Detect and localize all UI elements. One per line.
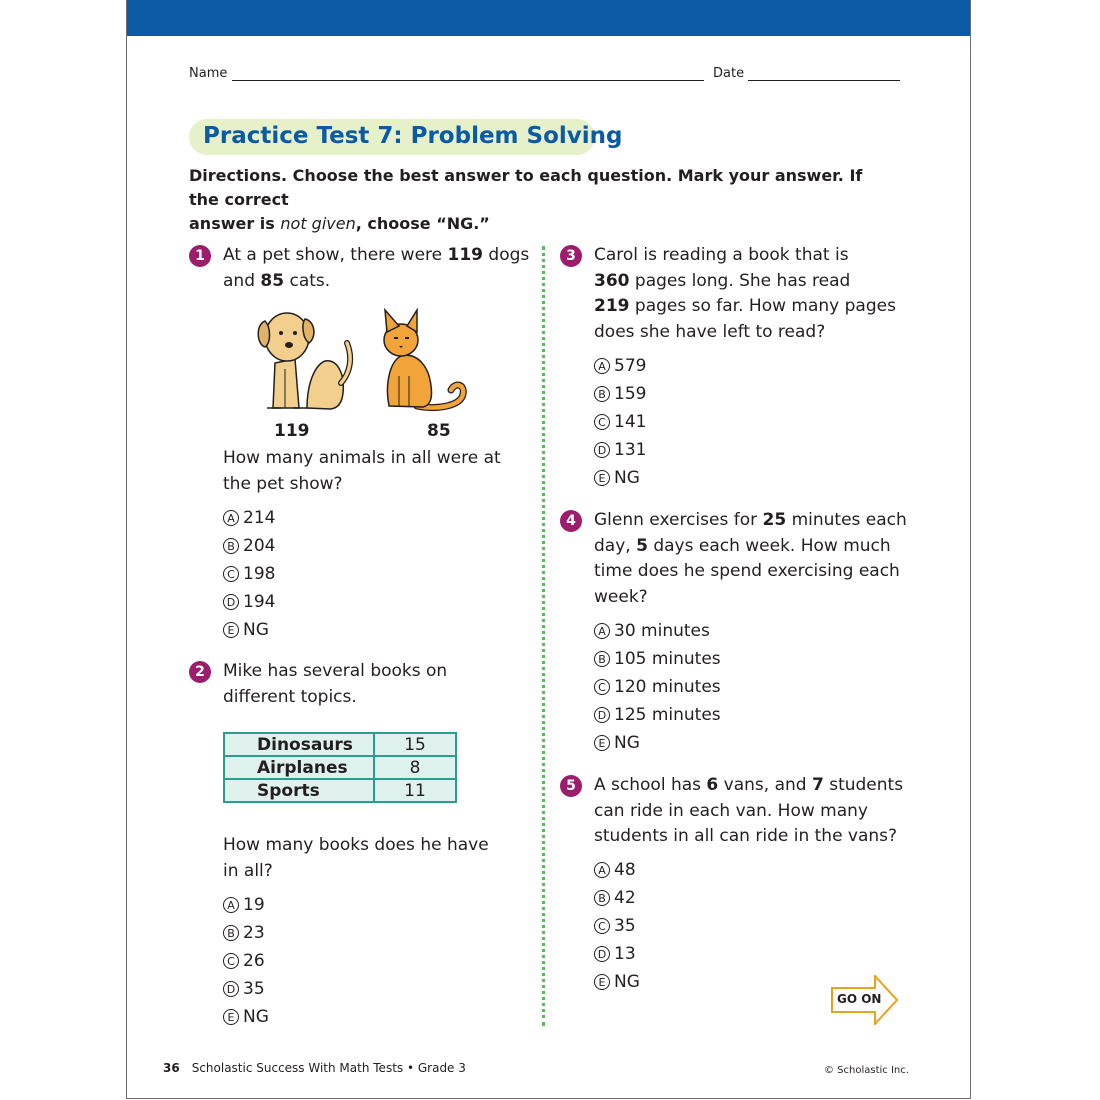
answer-bubble[interactable]: B xyxy=(223,538,239,554)
option-text: 13 xyxy=(614,944,636,964)
cat-count-label: 85 xyxy=(427,421,451,441)
q4-option-e[interactable] xyxy=(594,733,640,753)
q4-minutes: 25 xyxy=(762,510,787,530)
q5-vans: 6 xyxy=(706,775,719,795)
q3-line3: pages so far. How many pages xyxy=(629,296,896,316)
option-text: NG xyxy=(614,733,640,753)
table-cell-count: 15 xyxy=(374,733,456,756)
q5-line2: can ride in each van. How many xyxy=(594,800,868,821)
table-cell-count: 8 xyxy=(374,756,456,779)
date-field[interactable] xyxy=(713,66,900,81)
answer-bubble[interactable]: D xyxy=(223,594,239,610)
q4-line3: time does he spend exercising each xyxy=(594,561,900,581)
q2-option-b[interactable] xyxy=(223,923,265,943)
footer xyxy=(163,1061,466,1075)
q2-option-d[interactable] xyxy=(223,979,265,999)
q2-option-c[interactable] xyxy=(223,951,265,971)
q4-text-a: Glenn exercises for xyxy=(594,510,763,530)
directions-text: Directions. Choose the best answer to each question. Mark your answer. If the correct xyxy=(189,166,863,209)
answer-bubble[interactable]: C xyxy=(223,953,239,969)
question-1-ask xyxy=(223,446,501,497)
page-title: Practice Test 7: Problem Solving xyxy=(203,123,623,149)
q5-option-d[interactable] xyxy=(594,944,636,964)
option-text: 125 minutes xyxy=(614,705,721,725)
q3-line2: pages long. She has read xyxy=(629,270,851,291)
q1-option-a[interactable] xyxy=(223,508,275,528)
cat-illustration xyxy=(377,306,467,412)
option-text: NG xyxy=(614,468,640,488)
column-divider xyxy=(542,246,545,1026)
directions-text-3: , choose “NG.” xyxy=(355,214,490,233)
option-text: 30 minutes xyxy=(614,621,710,641)
q2-option-e[interactable] xyxy=(223,1007,269,1027)
answer-bubble[interactable]: D xyxy=(223,981,239,997)
q3-option-d[interactable] xyxy=(594,440,646,460)
answer-bubble[interactable]: B xyxy=(223,925,239,941)
table-cell-count: 11 xyxy=(374,779,456,802)
copyright: © Scholastic Inc. xyxy=(824,1065,909,1076)
option-text: 23 xyxy=(243,923,265,943)
q3-option-a[interactable] xyxy=(594,356,646,376)
go-on-arrow[interactable] xyxy=(831,975,899,1029)
table-cell-topic: Dinosaurs xyxy=(224,733,374,756)
table-row xyxy=(224,756,456,779)
answer-bubble[interactable]: D xyxy=(594,707,610,723)
table-cell-topic: Sports xyxy=(224,779,374,802)
question-5-number: 5 xyxy=(560,775,582,797)
option-text: 35 xyxy=(614,916,636,936)
q5-line3: students in all can ride in the vans? xyxy=(594,826,898,846)
dog-count-label: 119 xyxy=(274,421,310,441)
q5-option-b[interactable] xyxy=(594,888,636,908)
table-cell-topic: Airplanes xyxy=(224,756,374,779)
answer-bubble[interactable]: A xyxy=(223,510,239,526)
q5-option-c[interactable] xyxy=(594,916,636,936)
option-text: 42 xyxy=(614,888,636,908)
q1-option-d[interactable] xyxy=(223,592,275,612)
option-text: 120 minutes xyxy=(614,677,721,697)
answer-bubble[interactable]: A xyxy=(594,623,610,639)
q4-option-d[interactable] xyxy=(594,705,721,725)
option-text: NG xyxy=(614,972,640,992)
go-on-label: GO ON xyxy=(837,992,882,1006)
question-2-text xyxy=(223,659,447,710)
option-text: 131 xyxy=(614,440,647,460)
answer-bubble[interactable]: E xyxy=(223,1009,239,1025)
q5-text-b: vans, and xyxy=(718,775,812,795)
table-row xyxy=(224,779,456,802)
answer-bubble[interactable]: C xyxy=(594,918,610,934)
option-text: NG xyxy=(243,1007,269,1027)
q1-dogs-number: 119 xyxy=(447,245,484,265)
option-text: 214 xyxy=(243,508,276,528)
name-rule[interactable] xyxy=(232,68,704,81)
dog-illustration xyxy=(245,303,359,413)
q1-text-b: dogs xyxy=(483,245,530,265)
question-2-ask xyxy=(223,833,489,884)
q2-line2: different topics. xyxy=(223,686,357,707)
option-text: 159 xyxy=(614,384,647,404)
q2-ask-line2: in all? xyxy=(223,860,273,881)
option-text: 105 minutes xyxy=(614,649,721,669)
name-field[interactable] xyxy=(189,66,704,81)
q4-option-b[interactable] xyxy=(594,649,721,669)
option-text: 19 xyxy=(243,895,265,915)
answer-bubble[interactable]: D xyxy=(594,946,610,962)
q1-option-b[interactable] xyxy=(223,536,275,556)
question-2-number: 2 xyxy=(189,661,211,683)
question-3-text xyxy=(594,243,896,345)
page-number: 36 xyxy=(163,1061,180,1075)
directions xyxy=(189,164,889,236)
q4-text-b: minutes each xyxy=(786,510,907,530)
q4-text-c: day, xyxy=(594,535,637,556)
question-5-text xyxy=(594,773,903,850)
q2-ask-line1: How many books does he have xyxy=(223,835,489,855)
q4-option-c[interactable] xyxy=(594,677,721,697)
answer-bubble[interactable]: E xyxy=(594,470,610,486)
table-row xyxy=(224,733,456,756)
answer-bubble[interactable]: E xyxy=(594,735,610,751)
q1-option-c[interactable] xyxy=(223,564,275,584)
answer-bubble[interactable]: A xyxy=(223,897,239,913)
q5-option-e[interactable] xyxy=(594,972,640,992)
q3-option-e[interactable] xyxy=(594,468,640,488)
answer-bubble[interactable]: B xyxy=(594,386,610,402)
option-text: 35 xyxy=(243,979,265,999)
q1-ask-line1: How many animals in all were at xyxy=(223,448,501,468)
option-text: 194 xyxy=(243,592,276,612)
q1-option-e[interactable] xyxy=(223,620,269,640)
q4-days: 5 xyxy=(636,535,648,556)
q1-cats-number: 85 xyxy=(260,270,285,291)
q4-option-a[interactable] xyxy=(594,621,710,641)
question-4-number: 4 xyxy=(560,510,582,532)
option-text: NG xyxy=(243,620,269,640)
q3-option-b[interactable] xyxy=(594,384,646,404)
answer-bubble[interactable]: C xyxy=(594,679,610,695)
option-text: 141 xyxy=(614,412,647,432)
question-4-text xyxy=(594,508,907,610)
option-text: 198 xyxy=(243,564,276,584)
q3-line1: Carol is reading a book that is xyxy=(594,245,849,265)
answer-bubble[interactable]: C xyxy=(594,414,610,430)
answer-bubble[interactable]: D xyxy=(594,442,610,458)
answer-bubble[interactable]: C xyxy=(223,566,239,582)
q3-total-pages: 360 xyxy=(594,270,630,291)
answer-bubble[interactable]: B xyxy=(594,651,610,667)
date-rule[interactable] xyxy=(748,68,900,81)
q5-text-a: A school has xyxy=(594,775,707,795)
option-text: 48 xyxy=(614,860,636,880)
q4-line4: week? xyxy=(594,586,648,607)
directions-emphasis: not given xyxy=(280,214,356,233)
q3-read-pages: 219 xyxy=(594,296,630,316)
q2-line1: Mike has several books on xyxy=(223,661,448,681)
q5-students: 7 xyxy=(811,775,824,795)
question-3-number: 3 xyxy=(560,245,582,267)
worksheet-page xyxy=(126,0,971,1099)
q5-option-a[interactable] xyxy=(594,860,636,880)
q1-text-c: and xyxy=(223,270,261,291)
question-1-number: 1 xyxy=(189,245,211,267)
name-label: Name xyxy=(189,66,228,81)
q4-text-d: days each week. How much xyxy=(647,535,891,556)
answer-bubble[interactable]: A xyxy=(594,358,610,374)
option-text: 26 xyxy=(243,951,265,971)
answer-bubble[interactable]: B xyxy=(594,890,610,906)
option-text: 579 xyxy=(614,356,647,376)
q3-option-c[interactable] xyxy=(594,412,646,432)
books-table xyxy=(223,732,457,803)
question-1-text xyxy=(223,243,529,294)
option-text: 204 xyxy=(243,536,276,556)
q3-line4: does she have left to read? xyxy=(594,321,826,342)
q1-ask-line2: the pet show? xyxy=(223,473,343,494)
top-color-bar xyxy=(127,0,970,36)
title-banner xyxy=(189,119,623,155)
book-title: Scholastic Success With Math Tests • Grade 3 xyxy=(191,1061,466,1075)
q1-text-a: At a pet show, there were xyxy=(223,245,448,265)
q2-option-a[interactable] xyxy=(223,895,265,915)
q5-text-c: students xyxy=(823,775,904,795)
answer-bubble[interactable]: E xyxy=(223,622,239,638)
date-label: Date xyxy=(713,66,745,81)
answer-bubble[interactable]: E xyxy=(594,974,610,990)
q1-text-d: cats. xyxy=(284,270,331,291)
directions-text-2: answer is xyxy=(189,214,281,233)
answer-bubble[interactable]: A xyxy=(594,862,610,878)
